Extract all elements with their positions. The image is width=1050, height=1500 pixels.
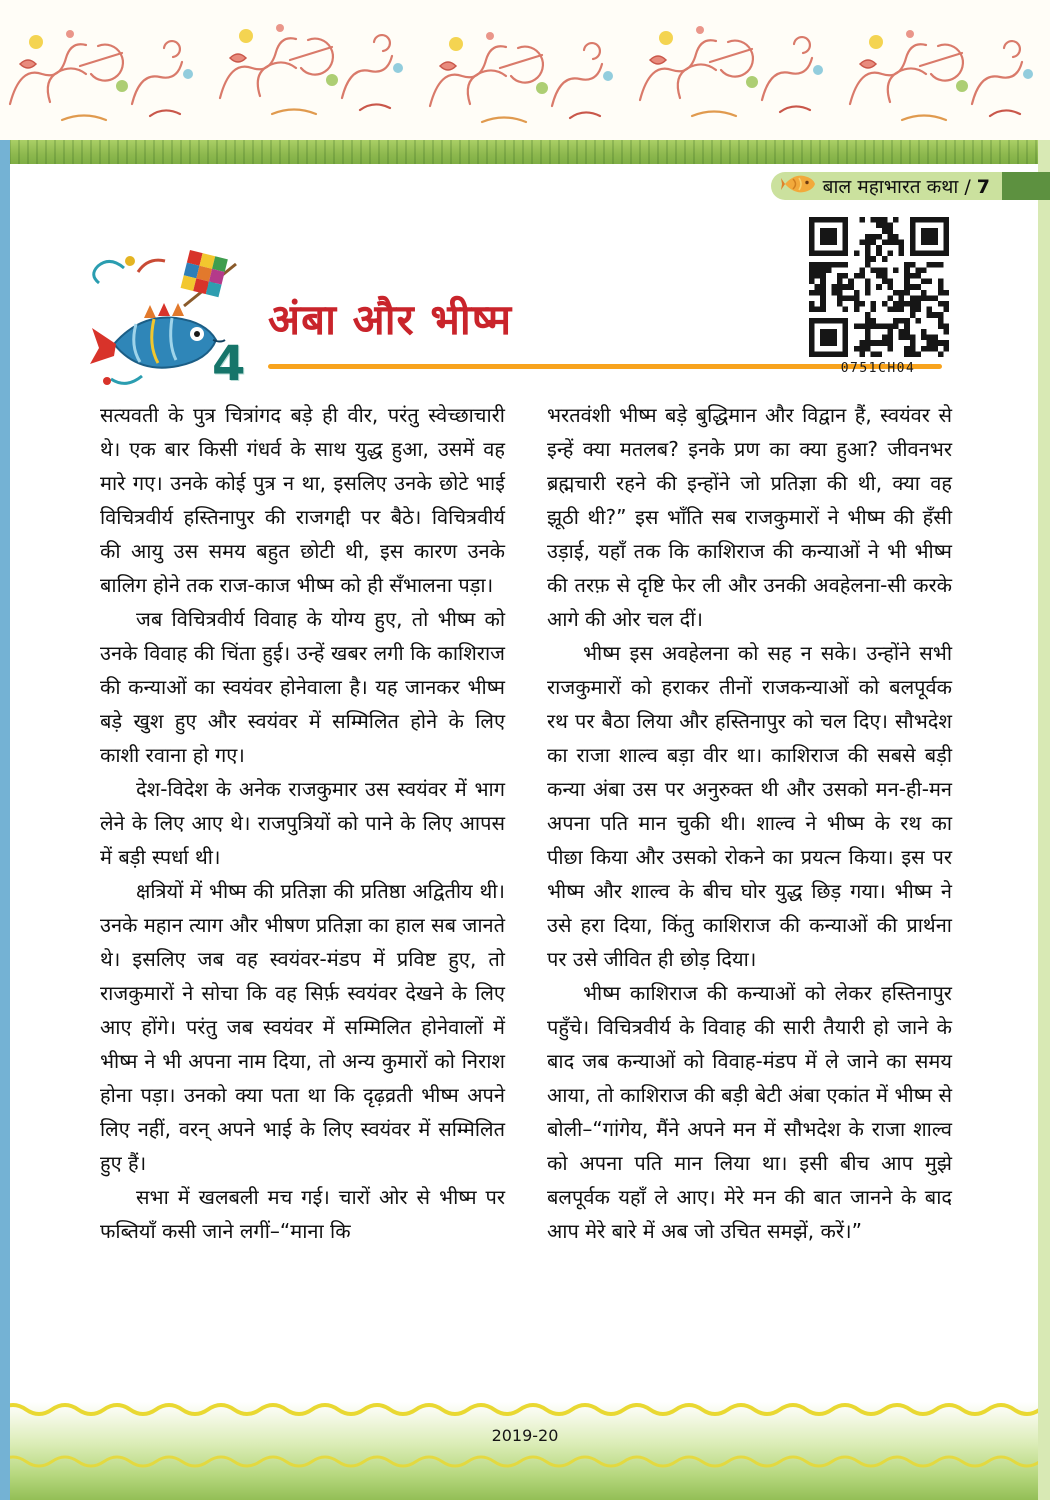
footer-wave-bottom-icon <box>0 1454 1050 1470</box>
paragraph-left-4: क्षत्रियों में भीष्म की प्रतिज्ञा की प्रतिष्ठा अद्वितीय थी। उनके महान त्याग और भीषण प्रतिज्ञा का हाल सब जानते थे। इसलिए जब वह स्वयंवर-मंडप में प्रविष्ट हुए, तो राजकुमारों ने सोचा कि वह सिर्फ़ स्वयंवर देखने के लिए आए होंगे। परंतु जब स्वयंवर में सम्मिलित होनेवालों में भीष्म ने भी अपना नाम दिया, तो अन्य कुमारों को निराश होना पड़ा। उनको क्या पता था कि दृढ़व्रती भीष्म अपने लिए नहीं, वरन् अपने भाई के लिए स्वयंवर में सम्मिलित हुए हैं। <box>100 879 505 1175</box>
header-separator: / <box>958 176 977 198</box>
right-column <box>547 398 952 1248</box>
paragraph-left-1: सत्यवती के पुत्र चित्रांगद बड़े ही वीर, परंतु स्वेच्छाचारी थे। एक बार किसी गंधर्व के साथ युद्ध हुआ, उसमें वह मारे गए। उनके कोई पुत्र न था, इसलिए उनके छोटे भाई विचित्रवीर्य हस्तिनापुर की राजगद्दी पर बैठे। विचित्रवीर्य की आयु उस समय बहुत छोटी थी, इस कारण उनके बालिग होने तक राज-काज भीष्म को ही सँभालना पड़ा। <box>100 403 505 597</box>
left-edge-strip <box>0 140 10 1500</box>
paragraph-left-2: जब विचित्रवीर्य विवाह के योग्य हुए, तो भीष्म को उनके विवाह की चिंता हुई। उन्हें खबर लगी कि काशिराज की कन्याओं का स्वयंवर होनेवाला है। यह जानकर भीष्म बड़े खुश हुए और स्वयंवर में सम्मिलित होने के लिए काशी रवाना हो गए। <box>100 607 505 767</box>
qr-block <box>806 216 950 376</box>
qr-caption: 0751CH04 <box>840 361 916 376</box>
paragraph-left-3: देश-विदेश के अनेक राजकुमार उस स्वयंवर में भाग लेने के लिए आए थे। राजपुत्रियों को पाने के लिए आपस में बड़ी स्पर्धा थी। <box>100 777 505 869</box>
page-number: 7 <box>976 176 990 198</box>
left-column <box>100 398 505 1248</box>
header-tail-bar <box>1002 172 1050 200</box>
page-header <box>771 172 1050 200</box>
grass-border <box>0 140 1050 164</box>
frieze-illustration-icon <box>0 0 1050 140</box>
edition-year: 2019-20 <box>491 1426 559 1445</box>
paragraph-right-1: भरतवंशी भीष्म बड़े बुद्धिमान और विद्वान हैं, स्वयंवर से इन्हें क्या मतलब? इनके प्रण का क्या हुआ? जीवनभर ब्रह्मचारी रहने की इन्होंने जो प्रतिज्ञा की थी, क्या वह झूठी थी?” इस भाँति सब राजकुमारों ने भीष्म की हँसी उड़ाई, यहाँ तक कि काशिराज की कन्याओं ने भी भीष्म की तरफ़ से दृष्टि फेर ली और उनकी अवहेलना-सी करके आगे की ओर चल दीं। <box>547 403 952 631</box>
book-title: बाल महाभारत कथा <box>822 176 959 198</box>
body-columns <box>100 398 952 1248</box>
paragraph-left-5: सभा में खलबली मच गई। चारों ओर से भीष्म पर फब्तियाँ कसी जाने लगीं–“माना कि <box>100 1185 505 1243</box>
chapter-title: अंबा और भीष्म <box>268 295 513 344</box>
decorative-battle-frieze <box>0 0 1050 140</box>
right-edge-strip <box>1038 140 1050 1500</box>
footer-wave-top-icon <box>0 1402 1050 1418</box>
header-pill <box>771 172 1002 200</box>
header-text <box>823 173 990 199</box>
paragraph-right-3: भीष्म काशिराज की कन्याओं को लेकर हस्तिनापुर पहुँचे। विचित्रवीर्य के विवाह की सारी तैयारी हो जाने के बाद जब कन्याओं को विवाह-मंडप में ले जाने का समय आया, तो काशिराज की बड़ी बेटी अंबा एकांत में भीष्म से बोली–“गांगेय, मैंने अपने मन में सौभदेश के राजा शाल्व को अपना पति मान लिया था। इसी बीच आप मुझे बलपूर्वक यहाँ ले आए। मेरे मन की बात जानने के बाद आप मेरे बारे में अब जो उचित समझें, करें।” <box>547 981 952 1243</box>
fish-logo-icon <box>779 172 817 200</box>
chapter-number: 4 <box>212 336 246 392</box>
footer-band <box>0 1402 1050 1500</box>
paragraph-right-2: भीष्म इस अवहेलना को सह न सके। उन्होंने सभी राजकुमारों को हराकर तीनों राजकन्याओं को बलपूर्वक रथ पर बैठा लिया और हस्तिनापुर को चल दिए। सौभदेश का राजा शाल्व बड़ा वीर था। काशिराज की सबसे बड़ी कन्या अंबा उस पर अनुरुक्त थी और उसको मन-ही-मन अपना पति मान चुकी थी। शाल्व ने भीष्म के रथ का पीछा किया और उसको रोकने का प्रयत्न किया। इस पर भीष्म और शाल्व के बीच घोर युद्ध छिड़ गया। भीष्म ने उसे हरा दिया, किंतु काशिराज की कन्याओं की प्रार्थना पर उसे जीवित ही छोड़ दिया। <box>547 641 952 971</box>
qr-code <box>808 216 948 356</box>
